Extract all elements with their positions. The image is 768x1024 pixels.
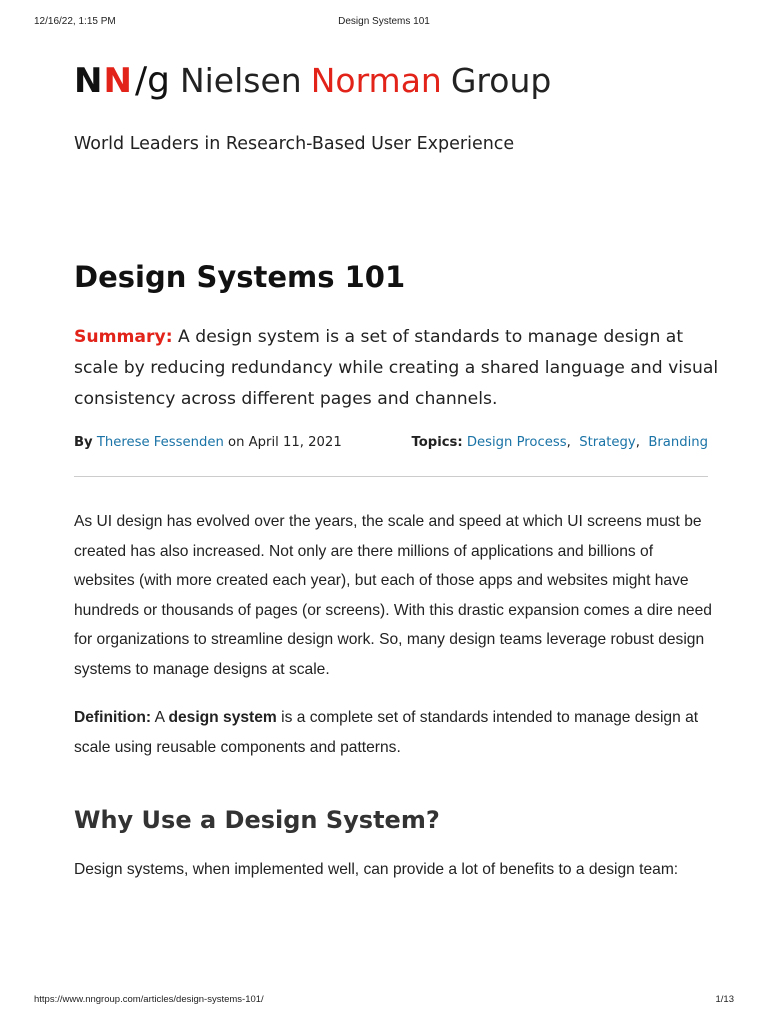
logo-slash: / — [134, 60, 148, 101]
topic-separator: , — [635, 435, 640, 450]
nng-logo[interactable] — [74, 60, 551, 110]
topic-link-strategy[interactable]: Strategy — [579, 435, 636, 450]
definition-text: is a complete set of standards intended to manage design at scale using reusable components and patterns. — [74, 709, 699, 756]
topics-label: Topics: — [411, 435, 463, 450]
definition-paragraph — [74, 703, 714, 762]
intro-paragraph: As UI design has evolved over the years, the scale and speed at which UI screens must be created has also increased. Not only are there millions of applications and billions of websites (with more created each year), but each of those apps and websites might have hundreds or thousands of pages (or screens). With this drastic expansion comes a dire need for organizations to streamline design work. So, many design teams leverage robust design systems to manage designs at scale. — [74, 513, 712, 678]
logo-word-norman: Norman — [310, 61, 442, 100]
summary-text: A design system is a set of standards to manage design at scale by reducing redundancy while creating a shared language and visual consistency across different pages and channels. — [74, 327, 719, 409]
section-heading-why: Why Use a Design System? — [74, 806, 440, 834]
topic-separator: , — [566, 435, 571, 450]
definition-term: design system — [168, 709, 277, 726]
topics-line — [411, 435, 708, 450]
by-label: By — [74, 435, 93, 450]
article-summary — [74, 322, 724, 415]
print-title: Design Systems 101 — [338, 16, 430, 27]
print-url: https://www.nngroup.com/articles/design-systems-101/ — [34, 994, 264, 1005]
definition-label: Definition: — [74, 709, 152, 726]
page-number: 1/13 — [715, 994, 734, 1005]
logo-n-black: N — [74, 61, 104, 101]
benefits-intro-paragraph: Design systems, when implemented well, can provide a lot of benefits to a design team: — [74, 861, 679, 878]
publish-date: on April 11, 2021 — [223, 435, 342, 450]
article-title: Design Systems 101 — [74, 260, 406, 294]
logo-word-nielsen: Nielsen — [179, 61, 302, 100]
print-date: 12/16/22, 1:15 PM — [34, 16, 116, 27]
tagline: World Leaders in Research-Based User Experience — [74, 134, 515, 154]
logo-g: g — [147, 60, 170, 101]
topic-link-branding[interactable]: Branding — [648, 435, 708, 450]
summary-label: Summary: — [74, 327, 173, 347]
print-header — [0, 16, 768, 30]
author-link[interactable]: Therese Fessenden — [96, 435, 224, 450]
logo-word-group: Group — [450, 61, 552, 100]
logo-n-red: N — [103, 61, 133, 101]
author-line — [74, 435, 342, 450]
divider — [74, 476, 708, 477]
topic-link-design-process[interactable]: Design Process — [466, 435, 567, 450]
definition-pre: A — [151, 709, 169, 726]
